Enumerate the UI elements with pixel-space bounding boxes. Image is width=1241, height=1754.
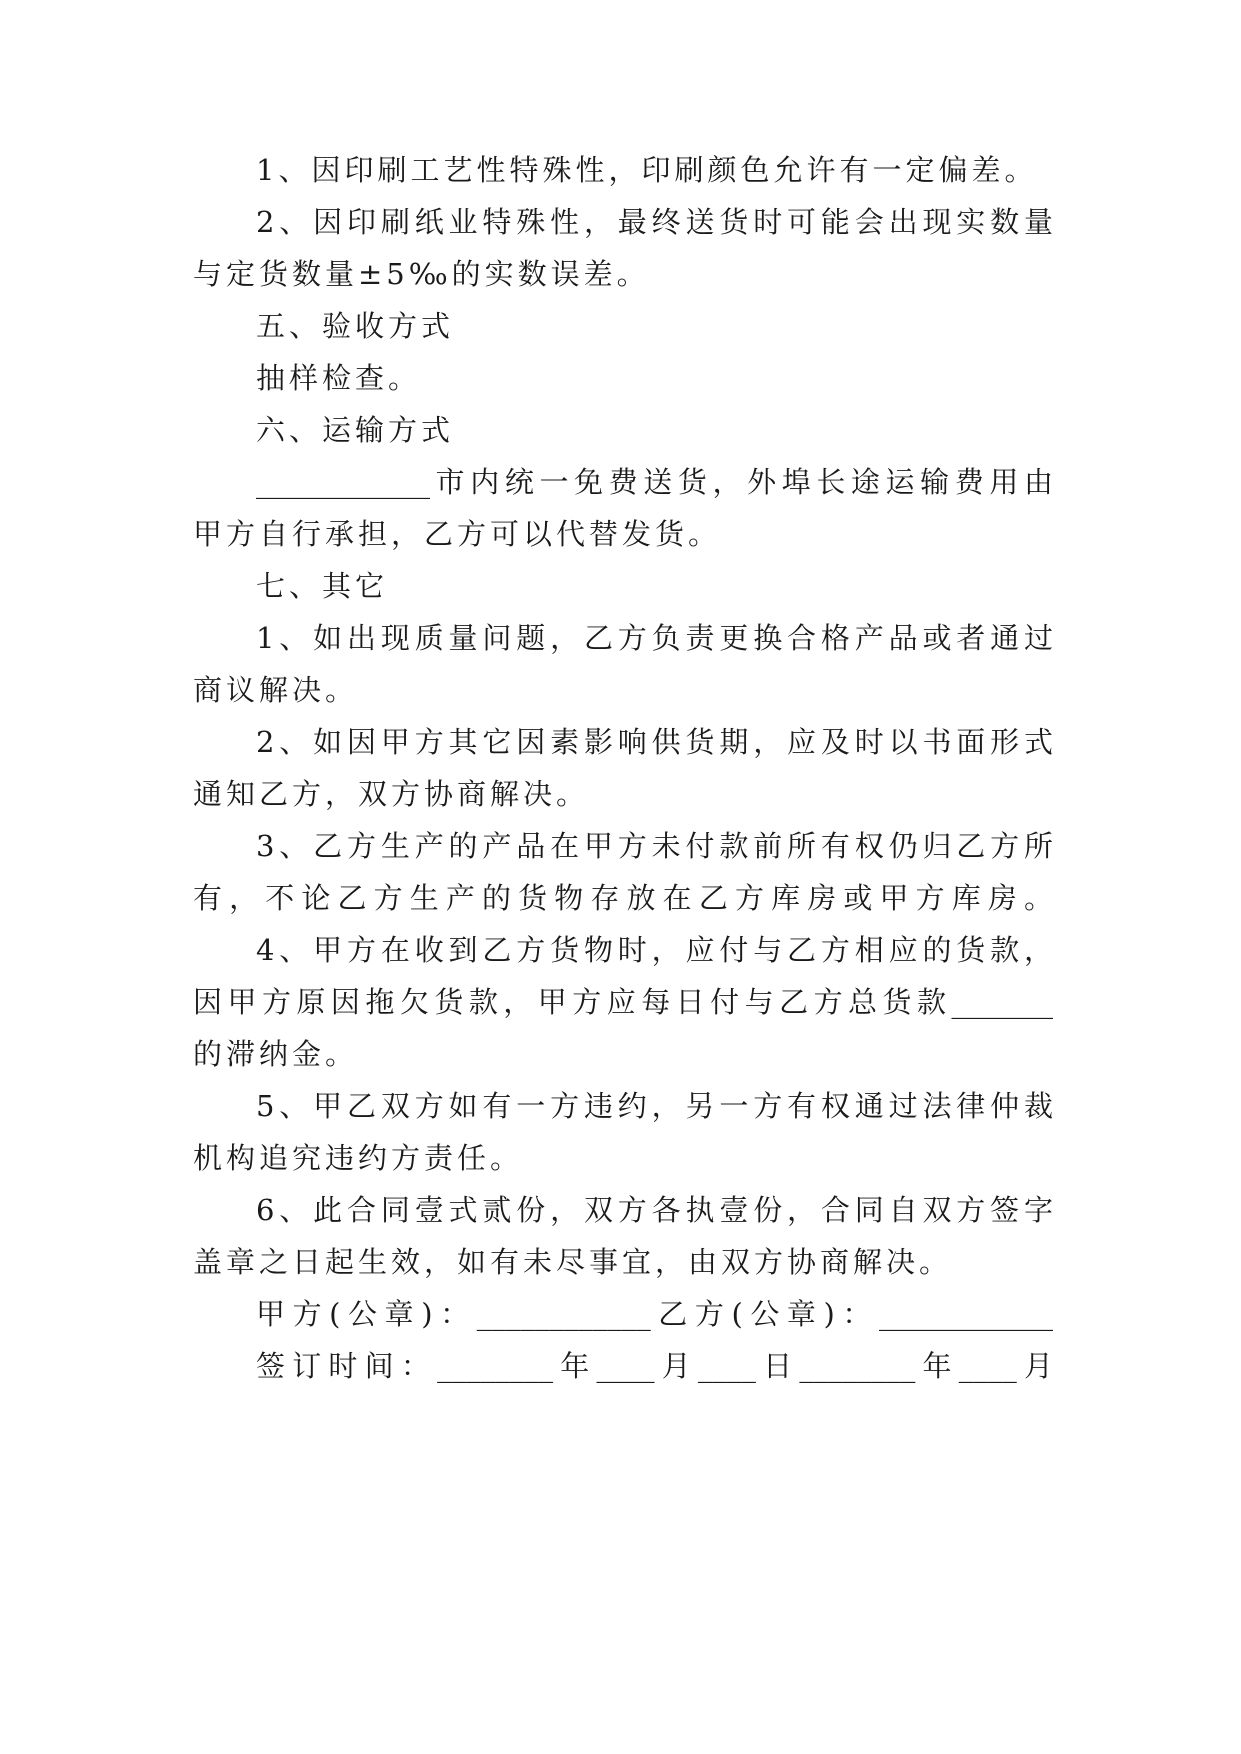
other-item-3-line-2: 有，不论乙方生产的货物存放在乙方库房或甲方库房。 (193, 881, 1053, 915)
other-item-6-line-1: 6、此合同壹式贰份，双方各执壹份，合同自双方签字 (256, 1193, 1053, 1227)
section-heading-other: 七、其它 (256, 569, 389, 603)
other-item-4-line-2: 因甲方原因拖欠货款，甲方应每日付与乙方总货款_______ (193, 985, 1053, 1019)
other-item-4-line-3: 的滞纳金。 (193, 1037, 359, 1071)
other-item-5-line-2: 机构追究违约方责任。 (193, 1141, 524, 1175)
section-heading-transport: 六、运输方式 (256, 413, 455, 447)
other-item-6-line-2: 盖章之日起生效，如有未尽事宜，由双方协商解决。 (193, 1245, 953, 1279)
other-item-5-line-1: 5、甲乙双方如有一方违约，另一方有权通过法律仲裁 (256, 1089, 1053, 1123)
clause-4-item-2-line-2: 与定货数量±5‰的实数误差。 (193, 257, 650, 291)
other-item-3-line-1: 3、乙方生产的产品在甲方未付款前所有权仍归乙方所 (256, 829, 1053, 863)
other-item-4-line-1: 4、甲方在收到乙方货物时，应付与乙方相应的货款， (256, 933, 1053, 967)
other-item-1-line-1: 1、如出现质量问题，乙方负责更换合格产品或者通过 (256, 621, 1053, 655)
transport-line-2: 甲方自行承担，乙方可以代替发货。 (193, 517, 722, 551)
signing-date-line: 签订时间：________年____月____日________年____月 (256, 1349, 1053, 1383)
other-item-2-line-2: 通知乙方，双方协商解决。 (193, 777, 590, 811)
clause-4-item-2-line-1: 2、因印刷纸业特殊性，最终送货时可能会出现实数量 (256, 205, 1053, 239)
other-item-1-line-2: 商议解决。 (193, 673, 359, 707)
other-item-2-line-1: 2、如因甲方其它因素影响供货期，应及时以书面形式 (256, 725, 1053, 759)
transport-line-1: ____________市内统一免费送货，外埠长途运输费用由 (256, 465, 1053, 499)
acceptance-method: 抽样检查。 (256, 361, 422, 395)
clause-4-item-1: 1、因印刷工艺性特殊性，印刷颜色允许有一定偏差。 (256, 153, 1038, 187)
party-seal-line: 甲方(公章)：____________乙方(公章)：____________ (256, 1297, 1053, 1331)
section-heading-acceptance: 五、验收方式 (256, 309, 455, 343)
